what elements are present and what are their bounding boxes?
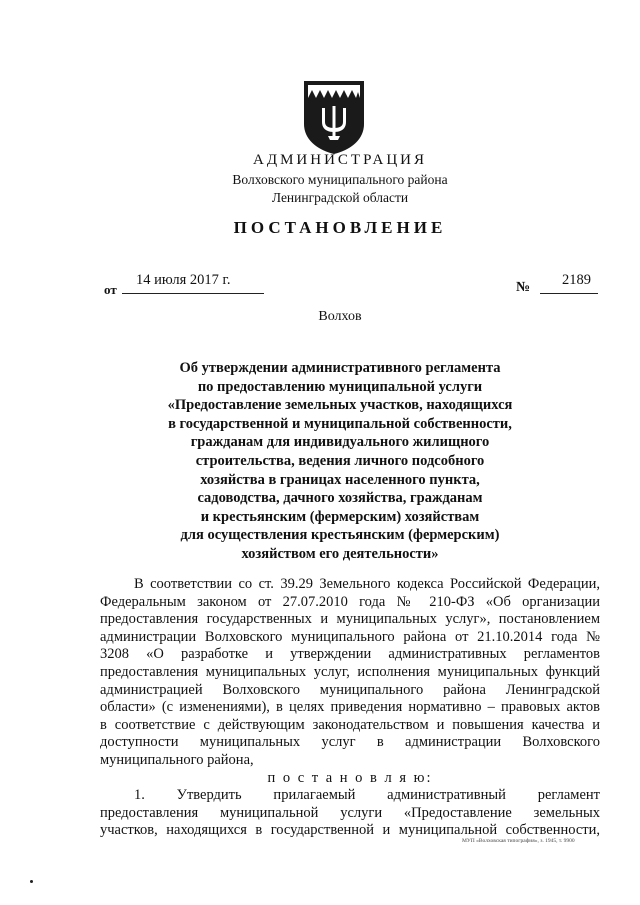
date-value: 14 июля 2017 г. (136, 272, 231, 288)
region-line: Ленинградской области (271, 190, 409, 205)
resolve-word: п о с т а н о в л я ю: (267, 769, 433, 786)
heading-line: хозяйством его деятельности» (241, 545, 439, 562)
document-heading (140, 359, 540, 564)
item-line: 1. Утвердить прилагаемый административный регламент (134, 787, 600, 804)
document-type: ПОСТАНОВЛЕНИЕ (233, 218, 447, 237)
heading-line: «Предоставление земельных участков, находящихся (167, 397, 513, 414)
heading-line: строительства, ведения личного подсобного (195, 452, 485, 469)
district-line: Волховского муниципального района (232, 172, 448, 187)
coat-of-arms-emblem (300, 78, 368, 156)
city-name: Волхов (318, 309, 362, 324)
heading-line: для осуществления крестьянским (фермерским) (180, 527, 500, 544)
item-line: предоставления муниципальной услуги «Предоставление земельных (100, 804, 600, 821)
heading-line: садоводства, дачного хозяйства, гражданам (197, 490, 483, 507)
heading-line: по предоставлению муниципальной услуги (197, 378, 483, 395)
preamble-line: муниципального района, (100, 751, 254, 768)
heading-line: хозяйства в границах населенного пункта, (200, 471, 480, 488)
preamble-line: доступности муниципальных услуг в администрации Волховского (100, 734, 600, 751)
preamble-line: Федеральным законом от 27.07.2010 года № 210-ФЗ «Об организации (100, 593, 600, 610)
item-line: участков, находящихся в государственной и муниципальной собственности, (100, 822, 600, 839)
heading-line: в государственной и муниципальной собственности, (168, 415, 512, 432)
preamble-line: предоставления муниципальных услуг, исполнения муниципальных функций (100, 663, 600, 680)
number-value: 2189 (562, 272, 591, 288)
heading-line: Об утверждении административного регламента (179, 360, 501, 376)
heading-line: гражданам для индивидуального жилищного (190, 434, 490, 451)
preamble-line: администрацией Волховского муниципального района Ленинградской (100, 681, 600, 698)
number-prefix: № (516, 280, 531, 295)
organization-title: АДМИНИСТРАЦИЯ (253, 152, 427, 168)
date-underline (122, 293, 264, 294)
preamble-line: В соответствии со ст. 39.29 Земельного кодекса Российской Федерации, (134, 576, 600, 592)
date-prefix: от (104, 282, 117, 297)
preamble-line: в соответствие с действующим законодательством и повышения качества и (100, 716, 600, 733)
document-body (100, 576, 600, 840)
number-underline (540, 293, 598, 294)
number-field (516, 272, 598, 296)
scan-dot-mark (30, 880, 33, 883)
preamble-line: предоставления государственных и муниципальных услуг», постановлением (100, 611, 600, 628)
heading-line: и крестьянским (фермерским) хозяйствам (200, 508, 480, 525)
preamble-line: 3208 «О разработке и утверждении административных регламентов (100, 646, 600, 663)
preamble-line: области» (с изменениями), в целях приведения нормативно – правовых актов (100, 699, 600, 716)
print-note: МУП «Волховская типография», з. 1945, т. 9900 (462, 838, 575, 844)
preamble-line: администрации Волховского муниципального района от 21.10.2014 года № (100, 628, 600, 645)
date-field (104, 272, 264, 296)
